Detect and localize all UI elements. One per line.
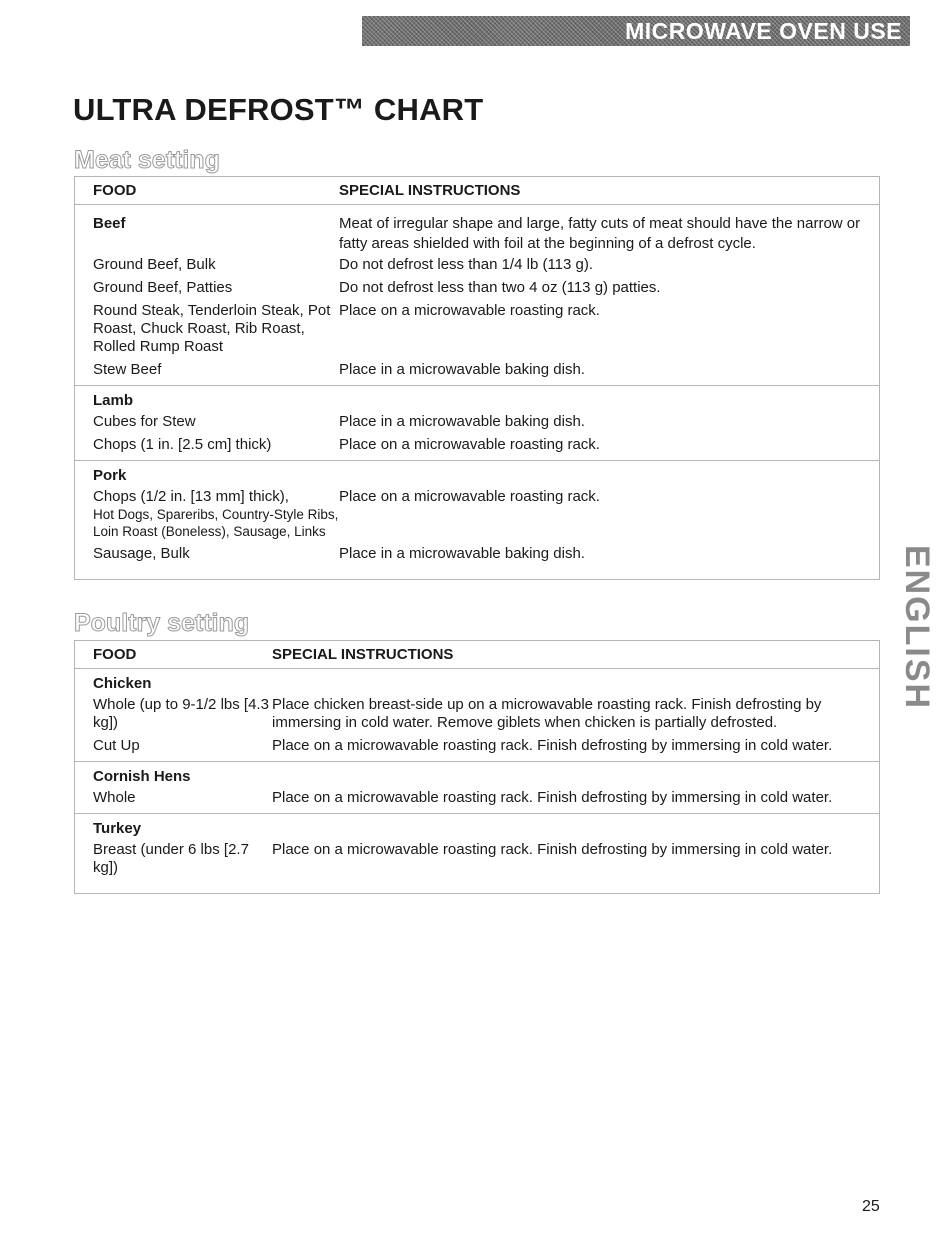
column-header-instructions: SPECIAL INSTRUCTIONS [339, 182, 521, 199]
group-lamb [75, 386, 879, 461]
table-row [75, 787, 879, 810]
group-title: Chicken [93, 675, 152, 692]
language-tab [899, 536, 935, 718]
food-cell-extra: Hot Dogs, Spareribs, Country-Style Ribs, Loin Roast (Boneless), Sausage, Links [93, 507, 339, 539]
table-row [75, 434, 879, 457]
instruction-cell: Place on a microwavable roasting rack. Finish defrosting by immersing in cold water. [272, 841, 833, 858]
banner-text: MICROWAVE OVEN USE [625, 17, 902, 44]
page-title: ULTRA DEFROST™ CHART [73, 92, 484, 127]
column-header-instructions: SPECIAL INSTRUCTIONS [272, 646, 454, 663]
group-title: Pork [93, 467, 127, 484]
instruction-cell: Place in a microwavable baking dish. [339, 361, 585, 378]
food-cell: Chops (1 in. [2.5 cm] thick) [93, 436, 272, 453]
food-cell [75, 488, 339, 540]
table-row [75, 694, 879, 735]
table-row [75, 543, 879, 566]
meat-setting-heading: Meat setting [74, 146, 220, 174]
group-turkey [75, 814, 879, 883]
column-header-food: FOOD [93, 646, 137, 663]
page-number: 25 [862, 1198, 880, 1215]
meat-setting-table [74, 176, 880, 580]
food-cell: Round Steak, Tenderloin Steak, Pot Roast, Chuck Roast, Rib Roast, Rolled Rump Roast [93, 302, 331, 355]
instruction-cell: Place on a microwavable roasting rack. [339, 488, 600, 505]
poultry-setting-heading: Poultry setting [74, 609, 250, 637]
language-tab-label: ENGLISH [898, 544, 937, 710]
table-row [75, 254, 879, 277]
group-cornish-hens [75, 762, 879, 814]
food-cell: Stew Beef [93, 361, 162, 378]
table-row [75, 411, 879, 434]
food-cell: Breast (under 6 lbs [2.7 kg]) [93, 841, 249, 876]
instruction-cell: Place on a microwavable roasting rack. [339, 302, 600, 319]
table-header [75, 641, 879, 669]
group-pork [75, 461, 879, 569]
instruction-cell: Place in a microwavable baking dish. [339, 413, 585, 430]
table-row [75, 839, 879, 880]
table-row [75, 735, 879, 758]
table-row [75, 359, 879, 382]
food-cell: Ground Beef, Patties [93, 279, 233, 296]
group-title: Beef [93, 215, 126, 232]
table-row [75, 277, 879, 300]
food-cell: Cubes for Stew [93, 413, 196, 430]
food-cell: Whole [93, 789, 136, 806]
instruction-cell: Place on a microwavable roasting rack. Finish defrosting by immersing in cold water. [272, 789, 833, 806]
instruction-cell: Place on a microwavable roasting rack. Finish defrosting by immersing in cold water. [272, 737, 833, 754]
instruction-cell: Place on a microwavable roasting rack. [339, 436, 600, 453]
poultry-setting-table [74, 640, 880, 894]
table-header [75, 177, 879, 205]
instruction-cell: Place chicken breast-side up on a microwavable roasting rack. Finish defrosting by immersing in cold water. Remove giblets when chicken is partially defrosted. [272, 696, 822, 731]
group-title: Lamb [93, 392, 134, 409]
instruction-cell: Do not defrost less than 1/4 lb (113 g). [339, 256, 594, 273]
column-header-food: FOOD [93, 182, 137, 199]
food-cell: Whole (up to 9-1/2 lbs [4.3 kg]) [93, 696, 269, 731]
food-cell: Ground Beef, Bulk [93, 256, 216, 273]
table-row [75, 300, 879, 359]
instruction-cell: Do not defrost less than two 4 oz (113 g) patties. [339, 279, 661, 296]
instruction-cell: Place in a microwavable baking dish. [339, 545, 585, 562]
group-title: Turkey [93, 820, 142, 837]
section-banner [362, 16, 910, 46]
food-cell: Sausage, Bulk [93, 545, 190, 562]
group-header [75, 210, 879, 254]
group-chicken [75, 669, 879, 762]
table-row [75, 486, 879, 543]
group-title: Cornish Hens [93, 768, 191, 785]
food-cell: Cut Up [93, 737, 140, 754]
group-beef [75, 205, 879, 386]
food-cell-main: Chops (1/2 in. [13 mm] thick), [93, 488, 289, 505]
group-intro: Meat of irregular shape and large, fatty cuts of meat should have the narrow or fatty areas shielded with foil at the beginning of a defrost cycle. [339, 215, 861, 252]
